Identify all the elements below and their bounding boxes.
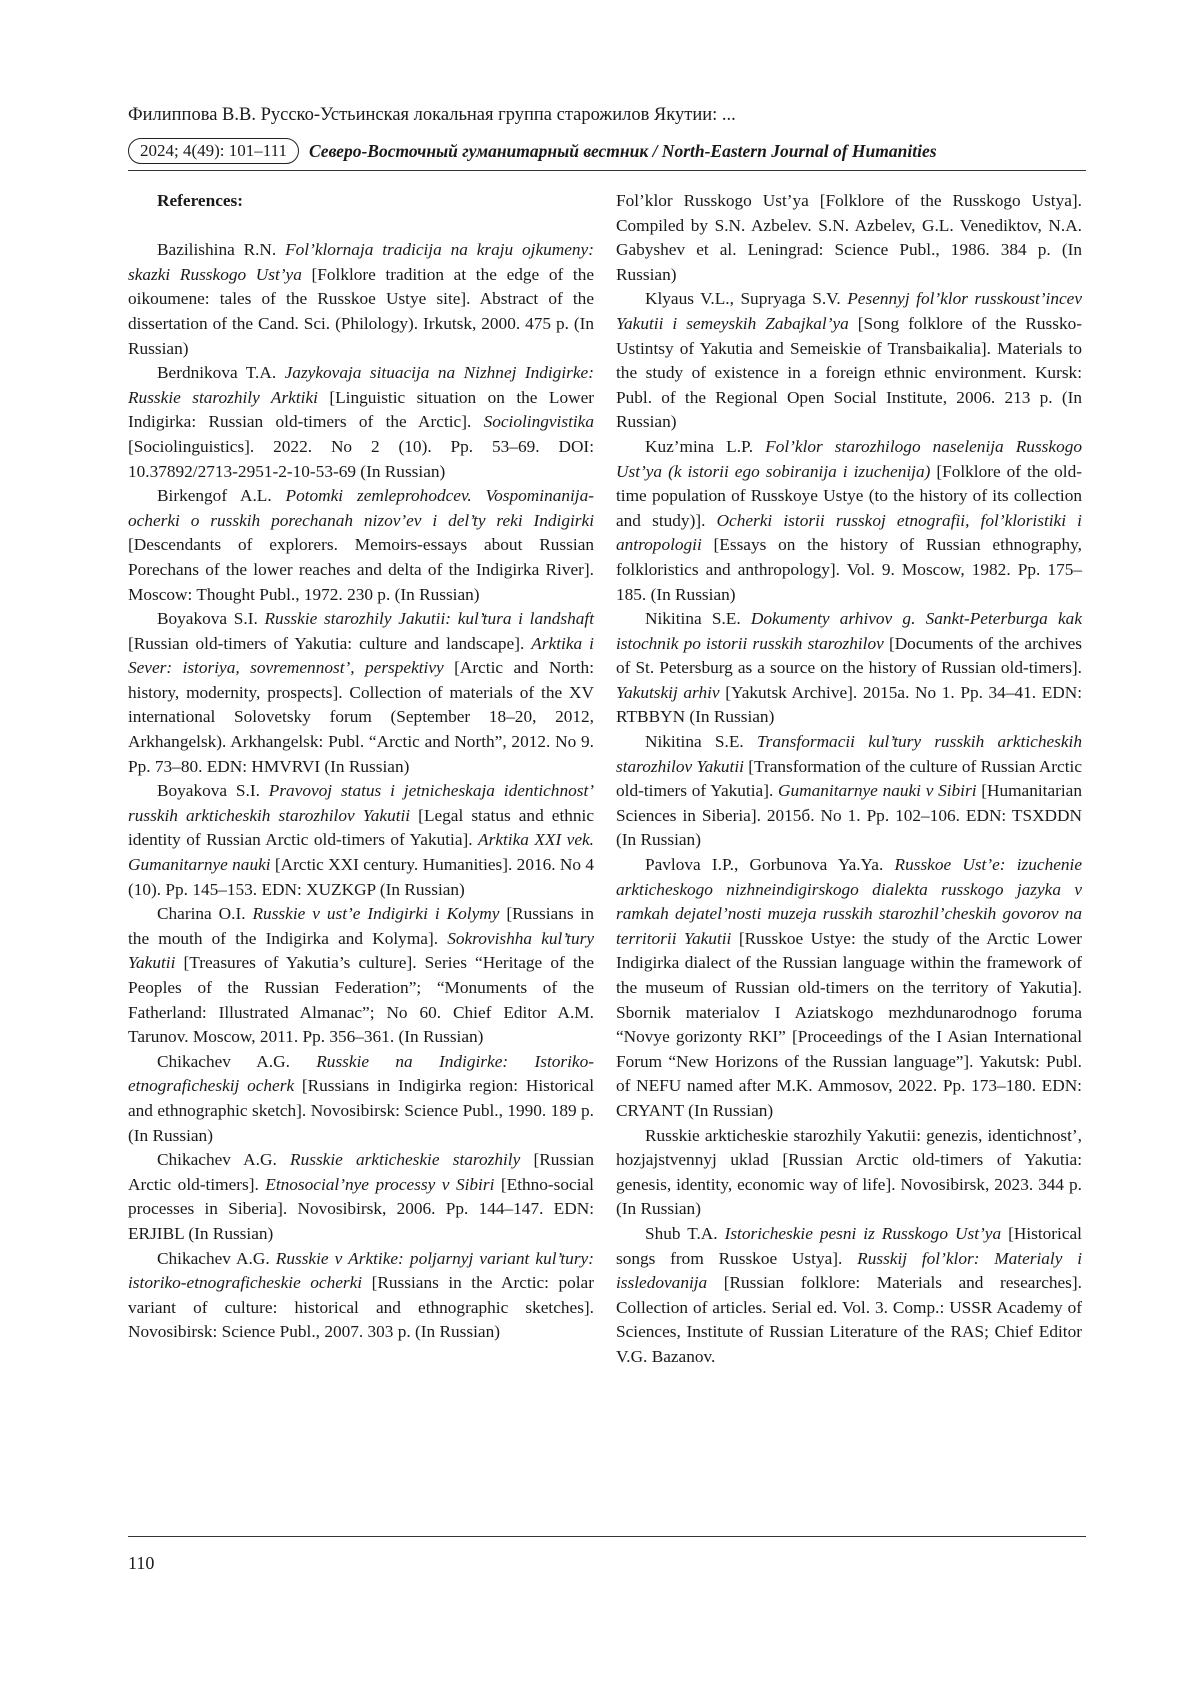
reference-text: Charina O.I.	[157, 904, 253, 924]
reference-list-right	[616, 189, 1082, 1370]
journal-title: Северо-Восточный гуманитарный вестник / North-Eastern Journal of Humanities	[309, 141, 937, 161]
reference-entry	[616, 730, 1082, 853]
page-number: 110	[128, 1553, 155, 1573]
references-right-column	[616, 189, 1082, 1370]
reference-title: Sokrovishha kul’tury Yakutii	[128, 928, 594, 973]
reference-title: Yakutskij arhiv	[616, 682, 720, 702]
reference-entry	[128, 607, 594, 779]
reference-text: [Folklore tradition at the edge of the oikoumene: tales of the Russkoe Ustye site]. Abstract of the dissertation of the Cand. Sci. (Philology). Irkutsk, 2000. 475 p. (In Russian)	[128, 264, 595, 358]
reference-text: [Russians in Indigirka region: Historical and ethnographic sketch]. Novosibirsk: Science Publ., 1990. 189 p. (In Russian)	[128, 1076, 594, 1145]
issue-badge: 2024; 4(49): 101–111	[128, 138, 299, 164]
reference-title: Arktika XXI vek. Gumanitarnye nauki	[128, 830, 594, 875]
reference-text: [Russians in the Arctic: polar variant of culture: historical and ethnographic sketches]. Novosibirsk: Science Publ., 2007. 303 p. (In Russian)	[128, 1273, 594, 1342]
reference-text: [Song folklore of the Russko-Ustintsy of Yakutia and Semeiskie of Transbaikalia]. Materials to the study of existence in a foreign ethnic environment. Kursk: Publ. of the Regional Open Social Institute, 2006. 213 p. (In Russian)	[616, 313, 1082, 432]
reference-title: Etnosocial’nye processy v Sibiri	[265, 1174, 495, 1194]
reference-text: [Russkoe Ustye: the study of the Arctic Lower Indigirka dialect of the Russian language within the framework of the museum of Russian old-timers on the territory of Yakutia]. Sbornik materialov I Aziatskogo mezhdunarodnogo foruma “Novye gorizonty RKI” [Proceedings of the I Asian International Forum “New Horizons of the Russian language”]. Yakutsk: Publ. of NEFU named after M.K. Ammosov, 2022. Pp. 173–180. EDN: CRYANT (In Russian)	[616, 928, 1082, 1120]
reference-text: Birkengof A.L.	[157, 486, 286, 506]
reference-text: [Linguistic situation on the Lower Indigirka: Russian old-timers of the Arctic].	[128, 387, 594, 432]
reference-title: Istoricheskie pesni iz Russkogo Ust’ya	[724, 1223, 1002, 1243]
reference-title: Dokumenty arhivov g. Sankt-Peterburga kak istochnik po istorii russkih starozhilov	[616, 609, 1082, 653]
reference-text: [Arctic XXI century. Humanities]. 2016. No 4 (10). Pp. 145–153. EDN: XUZKGP (In Russian)	[128, 855, 594, 899]
reference-title: Pravovoj status i jetnicheskaja identichnost’ russkih arkticheskih starozhilov Yakutii	[128, 781, 595, 825]
reference-entry	[128, 361, 594, 484]
reference-text: Boyakova S.I.	[157, 781, 269, 801]
reference-entry	[616, 1124, 1082, 1222]
reference-title: Jazykovaja situacija na Nizhnej Indigirke: Russkie starozhily Arktiki	[128, 363, 594, 407]
reference-text: [Legal status and ethnic identity of Russian Arctic old-timers of Yakutia].	[128, 805, 594, 850]
reference-text: [Transformation of the culture of Russian Arctic old-timers of Yakutia].	[616, 756, 1082, 801]
reference-text: [Historical songs from Russkoe Ustya].	[616, 1223, 1082, 1268]
reference-text: [Documents of the archives of St. Petersburg as a source on the history of Russian old-timers].	[616, 633, 1082, 678]
reference-text: Kuz’mina L.P.	[645, 436, 766, 456]
reference-title: Russkie v Arktike: poljarnyj variant kul’tury: istoriko-etnograficheskie ocherki	[128, 1248, 594, 1293]
reference-entry	[128, 1148, 594, 1246]
reference-text: [Essays on the history of Russian ethnography, folkloristics and anthropology]. Vol. 9. Moscow, 1982. Pp. 175–185. (In Russian)	[616, 535, 1082, 604]
reference-text: [Descendants of explorers. Memoirs-essays about Russian Porechans of the lower reaches and delta of the Indigirka River]. Moscow: Thought Publ., 1972. 230 p. (In Russian)	[128, 535, 594, 604]
running-title: Филиппова В.В. Русско-Устьинская локальная группа старожилов Якутии: ...	[128, 105, 736, 125]
reference-text: Klyaus V.L., Supryaga S.V.	[645, 289, 848, 309]
footer-rule	[128, 1536, 1086, 1537]
reference-text: [Humanitarian Sciences in Siberia]. 2015б. No 1. Pp. 102–106. EDN: TSXDDN (In Russian)	[616, 781, 1082, 850]
reference-text: [Yakutsk Archive]. 2015a. No 1. Pp. 34–41. EDN: RTBBYN (In Russian)	[616, 682, 1083, 727]
reference-title: Gumanitarnye nauki v Sibiri	[778, 781, 977, 801]
reference-text: Russkie arkticheskie starozhily Yakutii: genezis, identichnost’, hozjajstvennyj uklad [Russian Arctic old-timers of Yakutia: genesis, identity, economic way of life]. Novosibirsk, 2023. 344 p. (In Russian)	[616, 1125, 1082, 1219]
reference-text: Boyakova S.I.	[157, 609, 265, 629]
reference-title: Ocherki istorii russkoj etnografii, fol’kloristiki i antropologii	[616, 510, 1082, 555]
reference-text: Fol’klor Russkogo Ust’ya [Folklore of the Russkogo Ustya]. Compiled by S.N. Azbelev. S.N. Azbelev, G.L. Venediktov, N.A. Gabyshev et al. Leningrad: Science Publ., 1986. 384 p. (In Russian)	[616, 191, 1082, 284]
reference-title: Fol’klornaja tradicija na kraju ojkumeny: skazki Russkogo Ust’ya	[128, 240, 594, 284]
reference-title: Russkie arkticheskie starozhily	[290, 1150, 521, 1170]
reference-entry	[128, 1050, 594, 1148]
reference-entry	[616, 1222, 1082, 1370]
references-heading: References:	[157, 191, 244, 210]
reference-title: Fol’klor starozhilogo naselenija Russkogo Ust’ya (k istorii ego sobiranija i izuchenija)	[616, 436, 1082, 481]
references-left-column	[128, 189, 594, 1345]
reference-title: Russkij fol’klor: Materialy i issledovanija	[616, 1248, 1082, 1293]
reference-title: Russkie starozhily Jakutii: kul’tura i landshaft	[264, 609, 595, 629]
issue-line	[128, 138, 1086, 164]
reference-text: [Russian folklore: Materials and researches]. Collection of articles. Serial ed. Vol. 3. Comp.: USSR Academy of Sciences, Institute of Russian Literature of the RAS; Chief Editor V.G. Bazanov.	[616, 1273, 1082, 1366]
reference-title: Arktika i Sever: istoriya, sovremennost’, perspektivy	[128, 633, 594, 678]
reference-text: [Folklore of the old-time population of Russkoye Ustye (to the history of its collection and study)].	[616, 461, 1082, 530]
reference-entry	[616, 853, 1082, 1124]
reference-text: [Russian Arctic old-timers].	[128, 1150, 594, 1194]
reference-entry	[128, 238, 594, 361]
reference-text: [Arctic and North: history, modernity, prospects]. Collection of materials of the XV international Solovetsky forum (September 18–20, 2012, Arkhangelsk). Arkhangelsk: Publ. “Arctic and North”, 2012. No 9. Pp. 73–80. EDN: HMVRVI (In Russian)	[128, 658, 594, 776]
reference-text: Bazilishina R.N.	[157, 240, 286, 260]
reference-text: Nikitina S.E.	[645, 732, 758, 752]
reference-entry	[616, 435, 1082, 607]
reference-entry	[128, 779, 594, 902]
reference-entry	[128, 902, 594, 1050]
reference-title: Sociolingvistika	[483, 412, 594, 432]
reference-text: Nikitina S.E.	[645, 609, 751, 629]
reference-text: Chikachev A.G.	[157, 1051, 317, 1071]
reference-text: Berdnikova T.A.	[157, 363, 285, 383]
reference-text: [Treasures of Yakutia’s culture]. Series “Heritage of the Peoples of the Russian Federation”; “Monuments of the Fatherland: Illustrated Almanac”; No 60. Chief Editor A.M. Tarunov. Moscow, 2011. Pp. 356–361. (In Russian)	[128, 953, 594, 1047]
reference-title: Transformacii kul’tury russkih arkticheskih starozhilov Yakutii	[616, 732, 1082, 776]
reference-title: Potomki zemleprohodcev. Vospominanija-ocherki o russkih porechanah nizov’ev i del’ty reki Indigirki	[128, 486, 594, 530]
reference-text: Shub T.A.	[645, 1223, 725, 1243]
header-rule	[128, 170, 1086, 171]
reference-title: Pesennyj fol’klor russkoust’incev Yakutii i semeyskih Zabajkal’ya	[616, 289, 1082, 333]
reference-entry	[128, 1247, 594, 1345]
reference-text: Chikachev A.G.	[157, 1248, 276, 1268]
reference-text: Pavlova I.P., Gorbunova Ya.Ya.	[645, 855, 895, 875]
reference-title: Russkoe Ust’e: izuchenie arkticheskogo nizhneindigirskogo dialekta russkogo jazyka v ramkah dejatel’nosti muzeja russkih starozhil’cheskih govorov na territorii Yakutii	[616, 855, 1083, 948]
reference-entry	[128, 484, 594, 607]
reference-text: [Russian old-timers of Yakutia: culture and landscape].	[128, 633, 532, 653]
reference-text: [Sociolinguistics]. 2022. No 2 (10). Pp. 53–69. DOI: 10.37892/2713-2951-2-10-53-69 (In Russian)	[128, 436, 594, 481]
reference-entry	[616, 287, 1082, 435]
reference-list-left	[128, 238, 594, 1345]
reference-entry	[616, 607, 1082, 730]
reference-text: [Russians in the mouth of the Indigirka and Kolyma].	[128, 904, 594, 948]
reference-title: Russkie v ust’e Indigirki i Kolymy	[252, 904, 500, 924]
reference-text: Chikachev A.G.	[157, 1150, 291, 1170]
reference-entry	[616, 189, 1082, 287]
reference-title: Russkie na Indigirke: Istoriko-etnograficheskij ocherk	[128, 1051, 594, 1096]
reference-text: [Ethno-social processes in Siberia]. Novosibirsk, 2006. Pp. 144–147. EDN: ERJIBL (In Russian)	[128, 1174, 594, 1243]
